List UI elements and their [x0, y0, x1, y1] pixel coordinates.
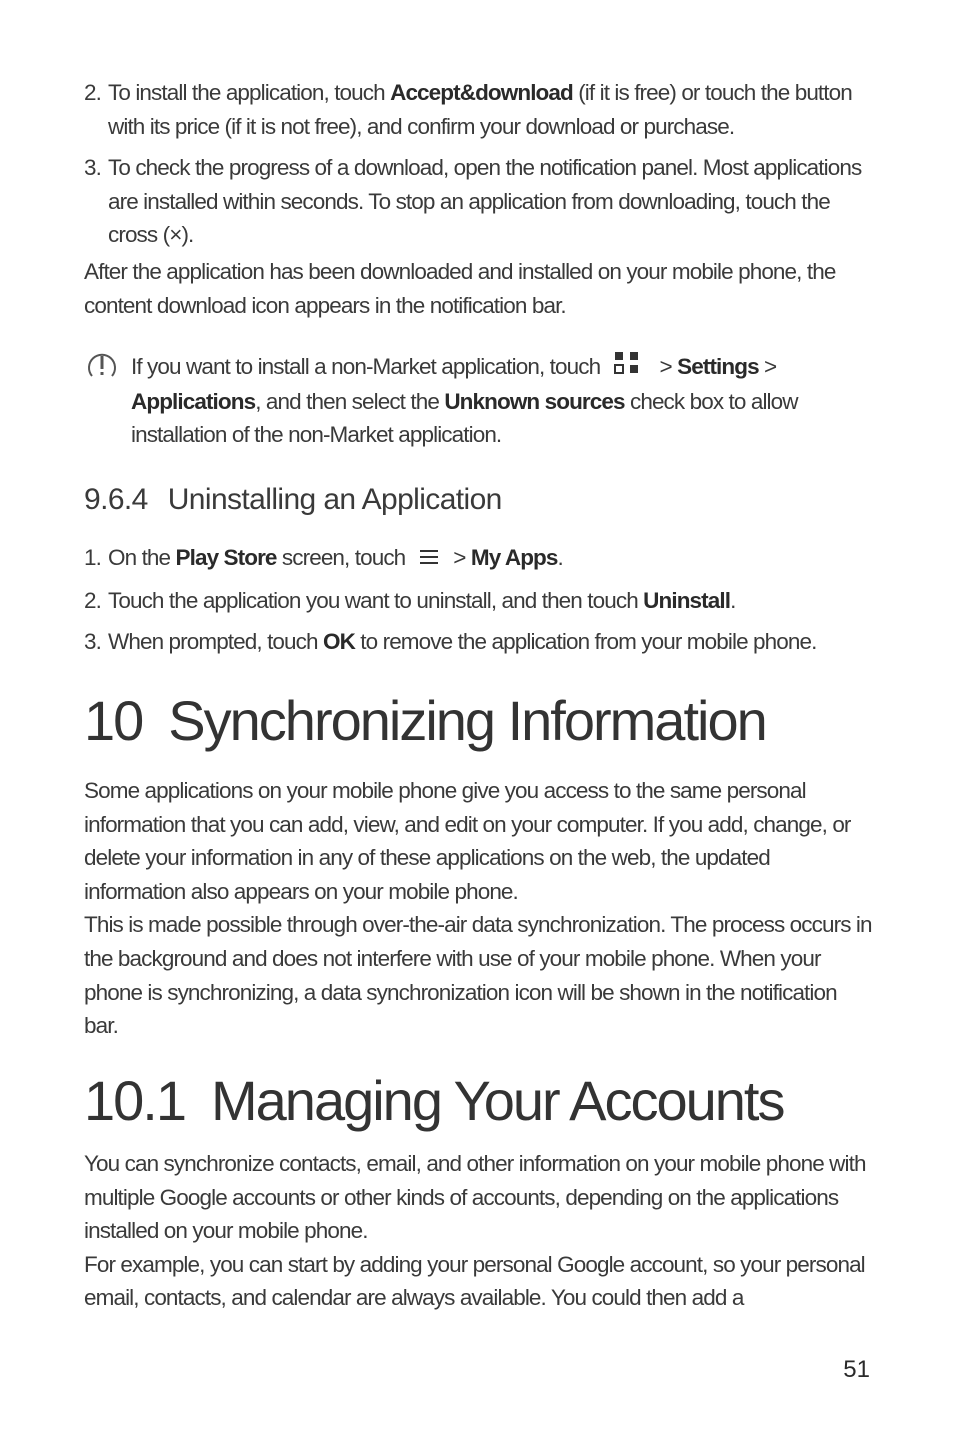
- section-heading-964: [84, 483, 502, 517]
- item-text: [108, 541, 874, 576]
- item-text: To check the progress of a download, open the notification panel. Most applications are installed within seconds. To stop an application from downloading, touch the cross (×).: [108, 155, 862, 248]
- text-span: To install the application, touch: [108, 80, 391, 105]
- play-store-label: Play Store: [175, 545, 277, 570]
- item-number: 2.: [84, 80, 101, 105]
- item-number: 1.: [84, 545, 101, 570]
- text-span: check box to allow installation of the non-Market application.: [131, 388, 798, 448]
- paragraph: After the application has been downloaded and installed on your mobile phone, the content download icon appears in the notification bar.: [84, 258, 836, 318]
- applications-label: Applications: [131, 388, 256, 414]
- text-span: >: [654, 354, 678, 379]
- item-text: [108, 76, 874, 143]
- text-span: If you want to install a non-Market application, touch: [131, 354, 601, 379]
- uninstall-steps: [84, 541, 874, 659]
- item-number: 3.: [84, 155, 101, 181]
- item-text: [108, 584, 874, 618]
- chapter-title: Synchronizing Information: [168, 689, 766, 752]
- note-text: [131, 350, 870, 452]
- text-span: Touch the application you want to uninstall, and then touch: [108, 587, 644, 613]
- page-number: 51: [843, 1356, 870, 1383]
- note-box: [84, 350, 870, 452]
- section-title: Uninstalling an Application: [167, 483, 502, 516]
- paragraph: You can synchronize contacts, email, and other information on your mobile phone with multiple Google accounts or other kinds of accounts, depending on the applications installed on your mobile phone.: [84, 1151, 866, 1244]
- settings-label: Settings: [677, 354, 759, 379]
- list-item: [84, 625, 874, 659]
- text-span: , and then select the: [255, 388, 445, 414]
- paragraph: For example, you can start by adding your personal Google account, so your personal email, contacts, and calendar are always available. You could then add a: [84, 1251, 865, 1311]
- text-span: >: [453, 545, 471, 570]
- ok-label: OK: [322, 629, 355, 655]
- section-title: Managing Your Accounts: [211, 1069, 784, 1132]
- text-span: to remove the application from your mobile phone.: [354, 629, 817, 655]
- section-number: 10.1: [84, 1069, 185, 1132]
- chapter-heading: [84, 688, 766, 753]
- item-number: 3.: [84, 629, 101, 655]
- item-text: [108, 625, 874, 659]
- unknown-sources-label: Unknown sources: [444, 388, 625, 414]
- text-span: When prompted, touch: [108, 629, 323, 655]
- install-steps: [84, 76, 874, 322]
- section-heading-101: [84, 1068, 783, 1133]
- text-span: .: [557, 545, 563, 570]
- list-item: [84, 76, 874, 143]
- menu-icon: [419, 542, 439, 576]
- accept-download-label: Accept&download: [390, 80, 573, 105]
- item-number: 2.: [84, 587, 101, 613]
- uninstall-label: Uninstall: [643, 587, 731, 613]
- paragraph: Some applications on your mobile phone give you access to the same personal information that you can add, view, and edit on your computer. If you add, change, or delete your information in any of these applications on the web, the updated information also appears on your mobile phone.: [84, 778, 851, 904]
- chapter-intro: [84, 774, 874, 1043]
- text-span: >: [758, 354, 777, 379]
- apps-grid-icon: [614, 351, 640, 385]
- text-span: .: [730, 587, 736, 613]
- exclamation-note-icon: [86, 350, 118, 382]
- text-span: (if it is free) or touch the button with its price (if it is not free), and confirm your download or purchase.: [108, 80, 852, 139]
- section-number: 9.6.4: [84, 483, 148, 516]
- list-item: [84, 541, 874, 576]
- list-item: [84, 584, 874, 618]
- text-span: On the: [108, 545, 176, 570]
- list-item: [84, 151, 874, 252]
- section-intro: [84, 1147, 874, 1315]
- chapter-number: 10: [84, 689, 143, 752]
- text-span: screen, touch: [276, 545, 406, 570]
- paragraph: This is made possible through over-the-air data synchronization. The process occurs in the background and does not interfere with use of your mobile phone. When your phone is synchronizing, a data synchronization icon will be shown in the notification bar.: [84, 912, 872, 1039]
- my-apps-label: My Apps: [470, 545, 558, 570]
